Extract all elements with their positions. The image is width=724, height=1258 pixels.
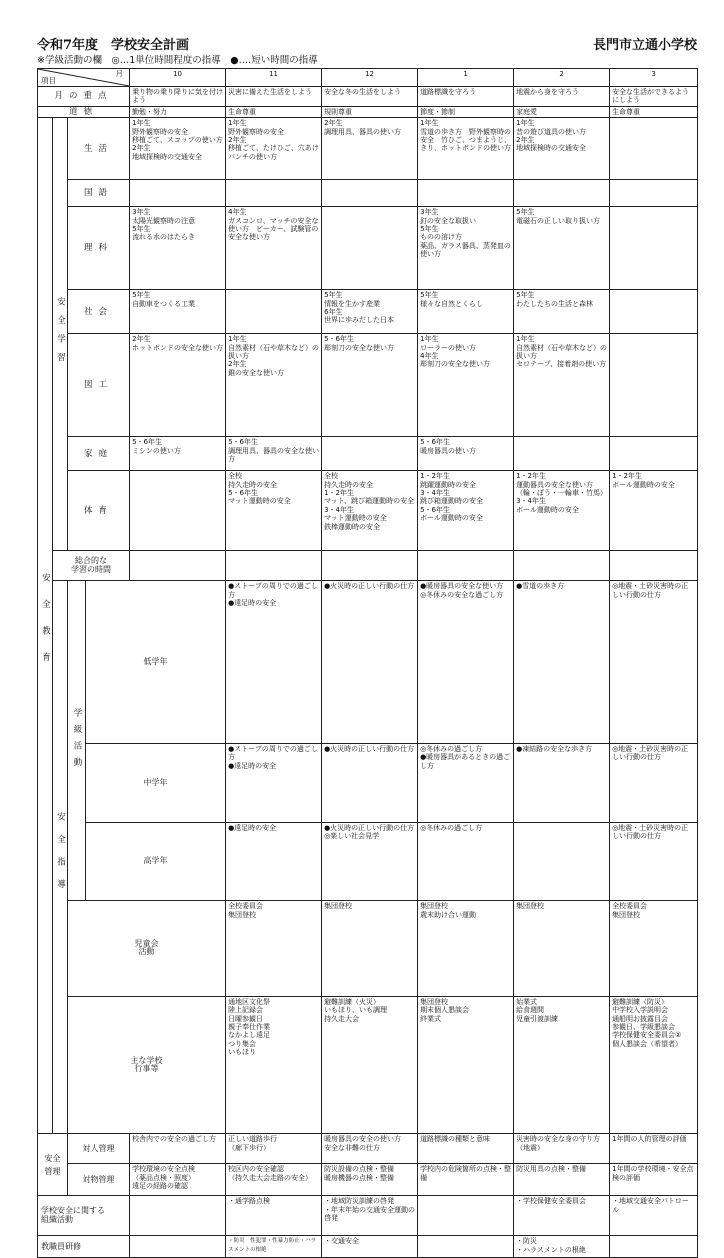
council-row-m2: 集団登校 [322,901,418,996]
person_mgmt-row-m6: 1年間の人的管理の評価 [610,1134,698,1164]
safety-plan-table [37,68,698,1258]
object_mgmt-label: 対物管理 [68,1164,130,1196]
life-row-m4: 1年生 雪道の歩き方 野外観察時の安全 竹ひご、つまようじ、きり、ホットボンドの使い方 [418,118,514,180]
life-row-m2: 1年生 野外観察時の安全 2年生 移植ごて、たけひご、穴あけパンチの使い方 [226,118,322,180]
art-row-m1: 2年生 ホットボンドの安全な使い方 [130,334,226,437]
person_mgmt-row-m4: 道路標識の種類と意味 [418,1134,514,1164]
integrated-row-m1 [130,551,226,581]
month-header-6: 3 [610,69,698,87]
safety-education-label: 安全教育 [38,118,53,1134]
integrated-row-m4 [418,551,514,581]
social-label: 社会 [68,290,130,334]
person_mgmt-row-m1: 校舎内での安全の過ごし方 [130,1134,226,1164]
moral-row-m3: 規則尊重 [322,106,418,117]
art-row-m6 [610,334,698,437]
person_mgmt-label: 対人管理 [68,1134,130,1164]
science-row-m5: 5年生 電磁石の正しい取り扱い方 [514,207,610,290]
japanese-row-m6 [610,180,698,207]
home-row-m6 [610,437,698,471]
upper-row-m5: ◎地震・土砂災害時の正しい行動の仕方 [610,822,698,901]
school-name: 長門市立通小学校 [592,38,697,53]
japanese-row-m5 [514,180,610,207]
object_mgmt-row-m3: 防災設備の点検・整備 暖房機器の点検・整備 [322,1164,418,1196]
moral-row-m1: 勤勉・努力 [130,106,226,117]
events-row-m4: 始業式 給食週間 児童引渡訓練 [514,996,610,1134]
middle-grade-label: 中学年 [86,743,226,822]
integrated-row-m5 [514,551,610,581]
life-label: 生活 [68,118,130,180]
home-row-m3 [322,437,418,471]
org-row-m3: ・地域防災訓練の啓発 ・年末年始の交通安全運動の啓発 [322,1196,418,1236]
object_mgmt-row-m6: 1年間の学校環境・安全点検の評価 [610,1164,698,1196]
life-row-m3: 2年生 調理用具、器具の使い方 [322,118,418,180]
page-header [37,34,697,68]
science-row-m6 [610,207,698,290]
social-row-m1: 5年生 自動車をつくる工業 [130,290,226,334]
science-row-m1: 3年生 太陽光観察時の注意 5年生 流れる水のはたらき [130,207,226,290]
org-row-label: 学校安全に関する 組織活動 [38,1196,130,1236]
integrated-row-m2 [226,551,322,581]
council-row-m5: 全校委員会 集団登校 [610,901,698,996]
pe-row-m4: 1・2年生 跳躍運動時の安全 3・4年生 跳び箱運動時の安全 5・6年生 ボール運動時の安全 [418,471,514,551]
science-row-m3 [322,207,418,290]
middle-row-m4: ●凍結路の安全な歩き方 [514,743,610,822]
person_mgmt-row-m2: 正しい道路歩行 （廊下歩行） [226,1134,322,1164]
japanese-row-m4 [418,180,514,207]
month-header-4: 1 [418,69,514,87]
pe-row-m5: 1・2年生 運動器具の安全な使い方（輪・ぼう・一輪車・竹馬） 3・4年生 ボール運動時の安全 [514,471,610,551]
integrated-label: 総合的な 学習の時間 [53,551,130,581]
upper-row-m3: ◎冬休みの過ごし方 [418,822,514,901]
focus-row-m3: 安全な冬の生活をしよう [322,87,418,107]
upper-row-m2: ●火災時の正しい行動の仕方 ◎楽しい社会見学 [322,822,418,901]
integrated-row-m6 [610,551,698,581]
org-row-m4 [418,1196,514,1236]
art-row-m4: 1年生 ローラーの使い方 4年生 彫刻刀の安全な使い方 [418,334,514,437]
upper-row-m1: ●遠足時の安全 [226,822,322,901]
social-row-m3: 5年生 情報を生かす産業 6年生 世界に歩みだした日本 [322,290,418,334]
object_mgmt-row-m2: 校区内の安全確認 （持久走大会走路の安全） [226,1164,322,1196]
focus-row-m4: 道路標識を守ろう [418,87,514,107]
social-row-m4: 5年生 様々な自然とくらし [418,290,514,334]
home-row-m1: 5・6年生 ミシンの使い方 [130,437,226,471]
life-row-m6 [610,118,698,180]
middle-row-m1: ●ストーブの周りでの過ごし方 ●遠足時の安全 [226,743,322,822]
legend-note: ※学級活動の欄 ◎…1単位時間程度の指導 ●‥‥短い時間の指導 [37,55,318,66]
corner-cell [38,69,130,87]
training-row-m3: ・交通安全 [322,1236,418,1258]
training-row-m2: ・防災 性犯罪・性暴力防止・ハラスメントの根絶 [226,1236,322,1258]
lower-grade-label: 低学年 [86,581,226,744]
safety-management-label: 安全管理 [38,1134,68,1196]
integrated-row-m3 [322,551,418,581]
org-row-m1 [130,1196,226,1236]
training-row-label: 教職員研修 [38,1236,130,1258]
social-row-m2 [226,290,322,334]
focus-row-m5: 地震から身を守ろう [514,87,610,107]
middle-row-m3: ◎冬休みの過ごし方 ●暖房器具があるときの過ごし方 [418,743,514,822]
focus-row-label: 月の重点 [38,87,130,107]
life-row-m5: 1年生 昔の遊び道具の使い方 2年生 地域探検時の交通安全 [514,118,610,180]
focus-row-m2: 災害に備えた生活をしよう [226,87,322,107]
focus-row-m6: 安全な生活ができるようにしよう [610,87,698,107]
pe-row-m2: 全校 持久走時の安全 5・6年生 マット運動時の安全 [226,471,322,551]
moral-row-m2: 生命尊重 [226,106,322,117]
pe-label: 体育 [68,471,130,551]
object_mgmt-row-m1: 学校環境の安全点検 （薬品点検・照度） 遠足の経路の確認 [130,1164,226,1196]
moral-row-label: 道徳 [38,106,130,117]
japanese-row-m2 [226,180,322,207]
events-row-m2: 避難訓練（火災） いもほり、いも調理 持久走大会 [322,996,418,1134]
upper-row-m4 [514,822,610,901]
science-row-m2: 4年生 ガスコンロ、マッチの安全な使い方 ビーカー、試験管の安全な使い方 [226,207,322,290]
art-row-m5: 1年生 自然素材（石や草木など）の扱い方 セロテープ、接着剤の使い方 [514,334,610,437]
org-row-m2: ・通学路点検 [226,1196,322,1236]
middle-row-m2: ●火災時の正しい行動の仕方 [322,743,418,822]
art-label: 図工 [68,334,130,437]
moral-row-m4: 節度・節制 [418,106,514,117]
council-label: 児童会 活動 [68,901,226,996]
person_mgmt-row-m5: 災害時の安全な身の守り方（地震） [514,1134,610,1164]
org-row-m6: ・地域交通安全パトロール [610,1196,698,1236]
lower-row-m4: ●雪道の歩き方 [514,581,610,744]
events-row-m3: 集団登校 期末個人懇談会 終業式 [418,996,514,1134]
home-row-m2: 5・6年生 調理用具、器具の安全な使い方 [226,437,322,471]
lower-row-m5: ◎地震・土砂災害時の正しい行動の仕方 [610,581,698,744]
home-row-m5 [514,437,610,471]
page-title: 令和7年度 学校安全計画 [37,38,190,53]
pe-row-m3: 全校 持久走時の安全 1・2年生 マット、跳び箱運動時の安全 3・4年生 マット運動時の安全 鉄棒運動時の安全 [322,471,418,551]
science-row-m4: 3年生 釘の安全な取扱い 5年生 ものの溶け方 薬品、ガラス器具、蒸発皿の使い方 [418,207,514,290]
month-header-2: 11 [226,69,322,87]
life-row-m1: 1年生 野外観察時の安全 移植ごて、スコップの使い方 2年生 地域探検時の交通安全 [130,118,226,180]
moral-row-m5: 家庭愛 [514,106,610,117]
lower-row-m1: ●ストーブの周りでの過ごし方 ●遠足時の安全 [226,581,322,744]
home-row-m4: 5・6年生 暖房器具の使い方 [418,437,514,471]
org-row-m5: ・学校保健安全委員会 [514,1196,610,1236]
events-row-m5: 避難訓練（防災） 中学校入学説明会 通船明お披露目会 参観日、学級懇談会 学校保健安全委員会② 個人懇談会（希望者） [610,996,698,1134]
art-row-m3: 5・6年生 彫刻刀の安全な使い方 [322,334,418,437]
object_mgmt-row-m5: 防災用具の点検・整備 [514,1164,610,1196]
training-row-m6 [610,1236,698,1258]
council-row-m4: 集団登校 [514,901,610,996]
science-label: 理科 [68,207,130,290]
events-label: 主な学校 行事等 [68,996,226,1134]
lower-row-m3: ●暖房器具の安全な使い方 ◎冬休みの安全な過ごし方 [418,581,514,744]
training-row-m5: ・防災 ・ハラスメントの根絶 [514,1236,610,1258]
focus-row-m1: 乗り物の乗り降りに気を付けよう [130,87,226,107]
month-header-1: 10 [130,69,226,87]
council-row-m3: 集団登校 歳末助け合い運動 [418,901,514,996]
person_mgmt-row-m3: 暖房器具の安全の使い方 安全な非難の仕方 [322,1134,418,1164]
class-activity-label: 学級活動 [68,581,86,901]
council-row-m1: 全校委員会 集団登校 [226,901,322,996]
training-row-m4 [418,1236,514,1258]
lower-row-m2: ●火災時の正しい行動の仕方 [322,581,418,744]
month-header-5: 2 [514,69,610,87]
japanese-label: 国語 [68,180,130,207]
moral-row-m6: 生命尊重 [610,106,698,117]
safety-guidance-label: 安全指導 [53,581,68,1134]
home-label: 家庭 [68,437,130,471]
upper-grade-label: 高学年 [86,822,226,901]
object_mgmt-row-m4: 学校内の危険箇所の点検・整備 [418,1164,514,1196]
art-row-m2: 1年生 自然素材（石や草木など）の扱い方 2年生 錐の安全な使い方 [226,334,322,437]
japanese-row-m3 [322,180,418,207]
events-row-m1: 通地区文化祭 陸上記録会 日曜参観日 親子奉仕作業 なかよし遠足 つり集会 いもほり [226,996,322,1134]
corner-month: 月 [115,69,124,78]
month-header-3: 12 [322,69,418,87]
social-row-m6 [610,290,698,334]
safety-learning-label: 安全学習 [53,118,68,551]
pe-row-m6: 1・2年生 ボール運動時の安全 [610,471,698,551]
japanese-row-m1 [130,180,226,207]
training-row-m1 [130,1236,226,1258]
middle-row-m5: ◎地震・土砂災害時の正しい行動の仕方 [610,743,698,822]
pe-row-m1 [130,471,226,551]
social-row-m5: 5年生 わたしたちの生活と森林 [514,290,610,334]
corner-item: 項目 [41,75,56,85]
